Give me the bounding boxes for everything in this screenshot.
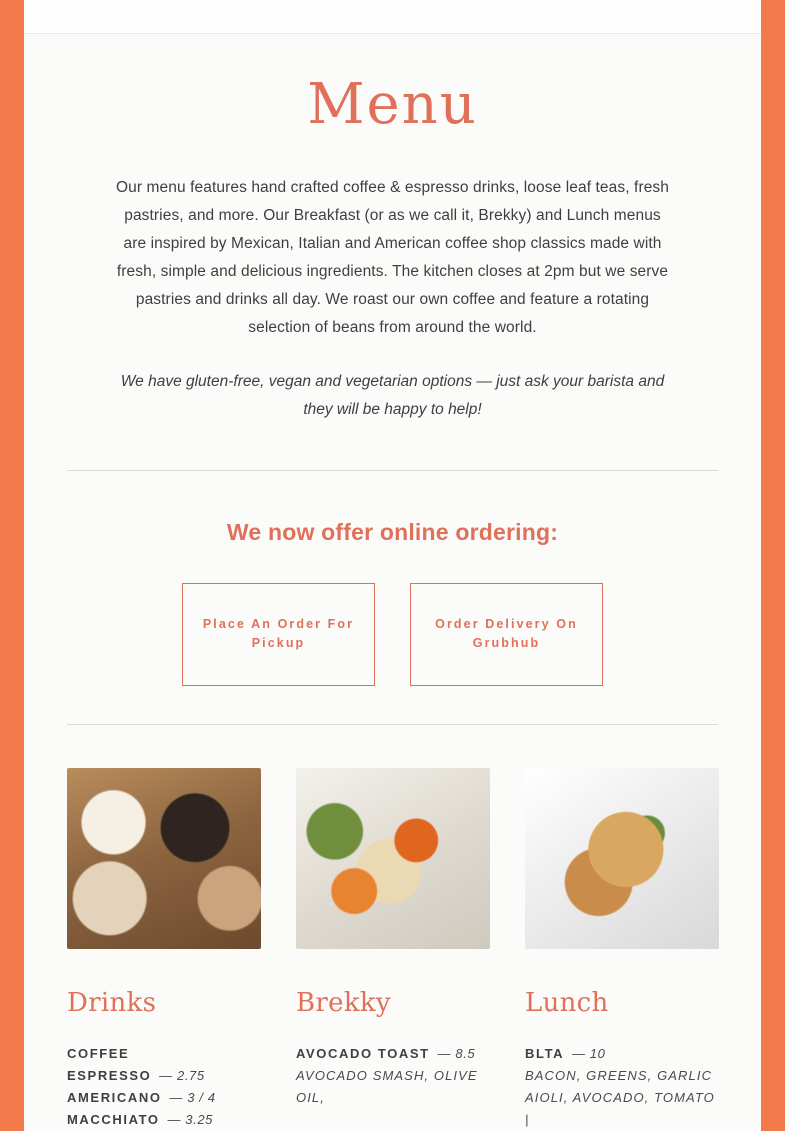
grubhub-delivery-button[interactable]: Order Delivery On Grubhub <box>410 583 603 686</box>
lunch-item-list <box>525 1043 719 1131</box>
brekky-photo <box>296 768 490 949</box>
menu-intro-text: Our menu features hand crafted coffee & espresso drinks, loose leaf teas, fresh pastries, and more. Our Breakfast (or as we call it, Brekky) and Lunch menus are inspired by Mexican, Italian and American coffee shop classics made with fresh, simple and delicious ingredients. The kitchen closes at 2pm but we serve pastries and drinks all day. We roast our own coffee and feature a rotating selection of beans from around the world. <box>116 178 669 336</box>
list-item: AVOCADO TOAST — 8.5 AVOCADO SMASH, OLIVE OIL, <box>296 1043 490 1109</box>
brekky-item-list <box>296 1043 490 1109</box>
item-name: COFFEE <box>67 1045 130 1061</box>
item-name: AMERICANO <box>67 1089 162 1105</box>
menu-section-lunch <box>525 768 719 1131</box>
menu-sections <box>67 768 718 1131</box>
menu-section-brekky <box>296 768 490 1131</box>
list-item: AMERICANO — 3 / 4 <box>67 1089 216 1105</box>
list-item: BLTA — 10 BACON, GREENS, GARLIC AIOLI, AVOCADO, TOMATO | <box>525 1043 719 1131</box>
item-name: ESPRESSO <box>67 1067 152 1083</box>
item-price: 3 / 4 <box>187 1089 216 1105</box>
brekky-section-title: Brekky <box>296 987 391 1018</box>
list-item <box>67 1043 261 1065</box>
page-frame <box>24 0 761 1127</box>
menu-content <box>24 34 761 1131</box>
page-top-strip <box>24 0 761 34</box>
drinks-item-list <box>67 1043 261 1131</box>
list-item: MACCHIATO — 3.25 <box>67 1111 213 1127</box>
item-name: MACCHIATO <box>67 1111 160 1127</box>
item-description: AVOCADO SMASH, OLIVE OIL, <box>296 1067 478 1105</box>
item-price: 3.25 <box>185 1111 213 1127</box>
item-price: 10 <box>589 1045 606 1061</box>
list-item: ESPRESSO — 2.75 <box>67 1067 205 1083</box>
divider-top <box>67 470 718 471</box>
lunch-photo <box>525 768 719 949</box>
divider-bottom <box>67 724 718 725</box>
item-description: BACON, GREENS, GARLIC AIOLI, AVOCADO, TOMATO | <box>525 1067 715 1127</box>
item-name: BLTA <box>525 1045 565 1061</box>
drinks-photo <box>67 768 261 949</box>
item-price: 2.75 <box>176 1067 205 1083</box>
menu-dietary-note: We have gluten-free, vegan and vegetarian options — just ask your barista and they will be happy to help! <box>120 372 665 418</box>
online-ordering-heading: We now offer online ordering: <box>226 518 559 545</box>
pickup-order-button[interactable]: Place An Order For Pickup <box>182 583 375 686</box>
item-name: AVOCADO TOAST <box>296 1045 430 1061</box>
item-price: 8.5 <box>455 1045 476 1061</box>
lunch-section-title: Lunch <box>525 987 609 1018</box>
page-title: Menu <box>307 72 478 137</box>
ordering-buttons <box>34 583 751 686</box>
menu-section-drinks <box>67 768 261 1131</box>
drinks-section-title: Drinks <box>67 987 157 1018</box>
